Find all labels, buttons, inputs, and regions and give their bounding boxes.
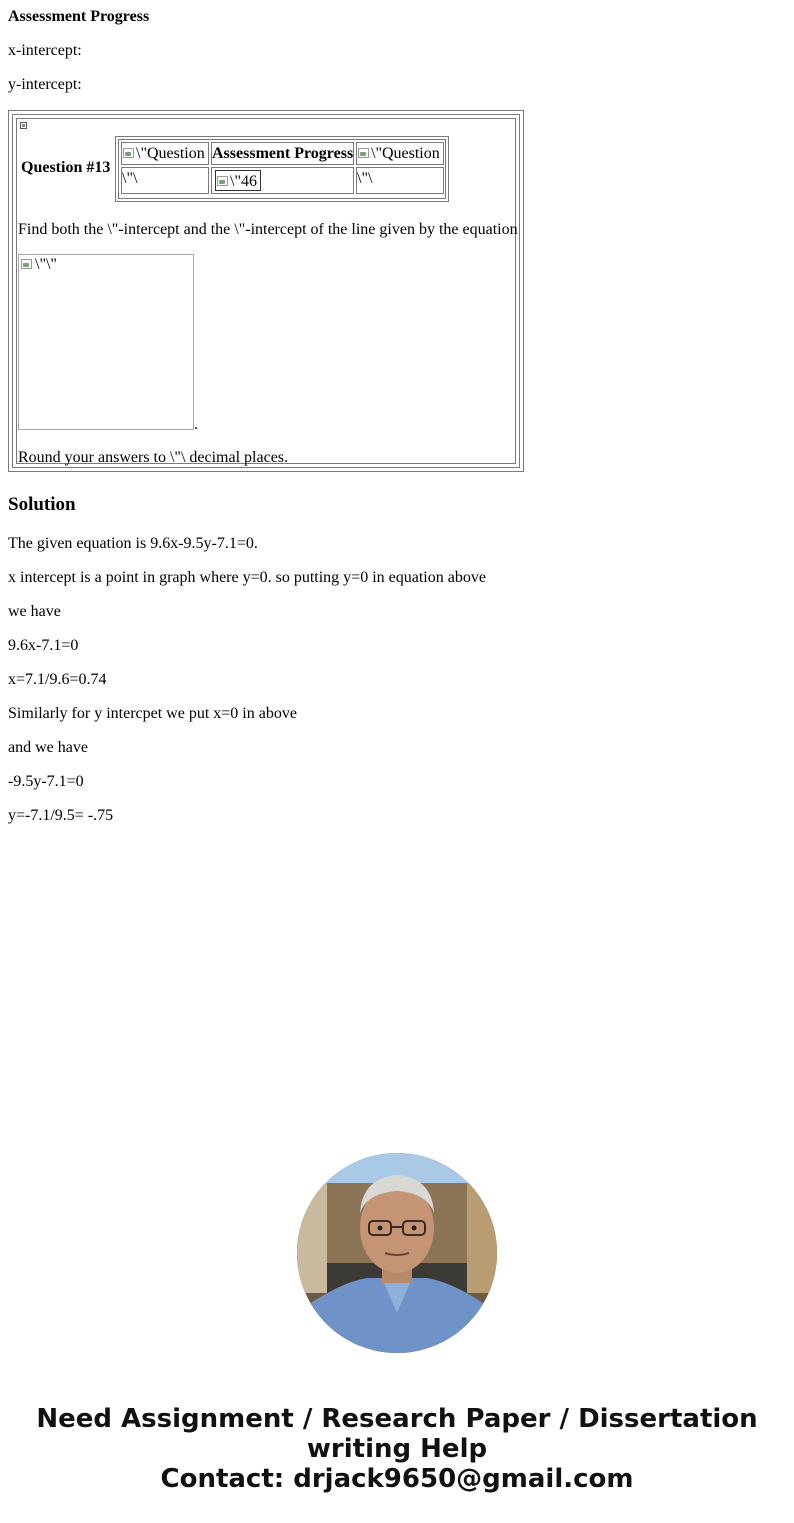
equation-alt-text: \"\"	[35, 256, 57, 273]
question-number: Question #13	[21, 159, 111, 176]
x-intercept-label: x-intercept:	[8, 42, 82, 59]
solution-line: and we have	[8, 739, 88, 756]
cell-text: \"\	[122, 170, 138, 187]
solution-line: The given equation is 9.6x-9.5y-7.1=0.	[8, 535, 258, 552]
solution-heading: Solution	[8, 494, 76, 515]
question-box	[8, 110, 524, 472]
cell-text: \"46	[230, 173, 257, 190]
avatar-photo	[297, 1153, 497, 1353]
question-prompt: Find both the \"-intercept and the \"-intercept of the line given by the equation	[18, 221, 518, 238]
banner-contact: Contact: drjack9650@gmail.com	[160, 1464, 634, 1494]
table-cell	[211, 167, 354, 194]
equation-image	[18, 254, 194, 430]
solution-line: y=-7.1/9.5= -.75	[8, 807, 114, 824]
progress-table	[115, 136, 449, 202]
table-cell	[211, 142, 354, 165]
table-cell	[356, 167, 444, 194]
page-title: Assessment Progress	[8, 8, 150, 25]
broken-image-icon	[20, 257, 34, 271]
banner-line: Need Assignment / Research Paper / Dissertation	[36, 1404, 758, 1434]
rounding-instruction: Round your answers to \"\ decimal places.	[18, 449, 289, 466]
broken-image-icon	[357, 146, 371, 160]
broken-image-icon	[20, 122, 27, 129]
table-cell	[121, 167, 209, 194]
broken-image-icon	[216, 174, 230, 188]
cell-text: Assessment Progress	[212, 145, 354, 162]
table-cell	[121, 142, 209, 165]
promo-banner	[0, 1404, 794, 1494]
cell-text: \"Question	[371, 145, 440, 162]
broken-image-icon	[122, 146, 136, 160]
cell-text: \"\	[357, 170, 373, 187]
cell-text: \"Question	[136, 145, 205, 162]
solution-line: x=7.1/9.6=0.74	[8, 671, 107, 688]
solution-line: Similarly for y intercpet we put x=0 in above	[8, 705, 297, 722]
avatar	[297, 1153, 497, 1353]
period: .	[194, 416, 198, 433]
banner-line: writing Help	[306, 1434, 488, 1464]
solution-line: 9.6x-7.1=0	[8, 637, 79, 654]
solution-line: x intercept is a point in graph where y=0. so putting y=0 in equation above	[8, 569, 486, 586]
solution-line: we have	[8, 603, 61, 620]
progress-image-box	[215, 170, 261, 191]
table-cell	[356, 142, 444, 165]
y-intercept-label: y-intercept:	[8, 76, 82, 93]
solution-line: -9.5y-7.1=0	[8, 773, 84, 790]
